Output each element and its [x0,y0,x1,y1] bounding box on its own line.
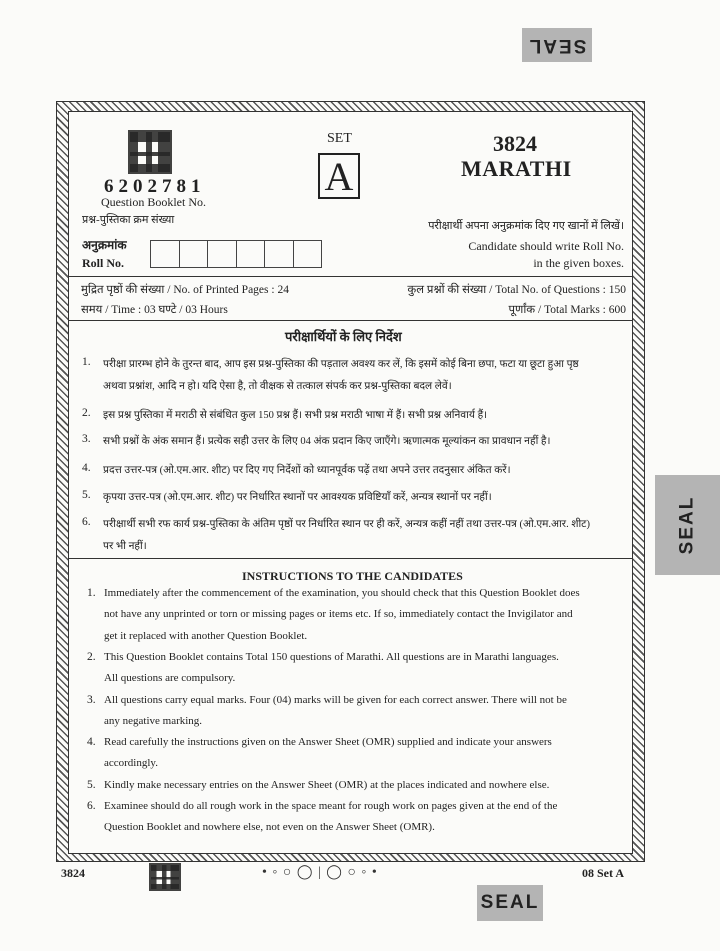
paper-code: 3824 [493,131,537,156]
english-item-text: Read carefully the instructions given on the Answer Sheet (OMR) supplied and indicate your answers [104,736,552,749]
subject-title: MARATHI [461,156,572,181]
divider [69,558,632,559]
booklet-number-label: Question Booklet No. [101,195,206,209]
hindi-item-text: परीक्षार्थी सभी रफ कार्य प्रश्न-पुस्तिका के अंतिम पृष्ठों पर निर्धारित स्थान पर ही करें, अन्यत्र कहीं नहीं तथा उत्तर-पत्र (ओ.एम.आर. शीट) [103,519,590,530]
roll-instruction-line1: Candidate should write Roll No. [468,239,624,253]
roll-box[interactable] [179,240,209,268]
set-value-box [318,153,360,199]
time-allowed: समय / Time : 03 घण्टे / 03 Hours [81,304,228,316]
roll-label-hindi: अनुक्रमांक [82,238,127,252]
english-item-text: Immediately after the commencement of the examination, you should check that this Question Booklet does [104,587,580,599]
english-item-text: Question Booklet and nowhere else, not even on the Answer Sheet (OMR). [104,821,435,834]
roll-label: Roll No. [82,256,124,270]
roll-box[interactable] [293,240,323,268]
hindi-item-text: सभी प्रश्नों के अंक समान हैं। प्रत्येक सही उत्तर के लिए 04 अंक प्रदान किए जाएँगे। ऋणात्मक मूल्यांकन का प्रावधान नहीं है। [103,436,551,447]
divider [69,320,632,321]
footer-set: 08 Set A [582,866,624,880]
hindi-item-number: 4. [82,462,91,474]
hindi-item-text: अथवा प्रश्नांश, आदि न हो। यदि ऐसा है, तो वीक्षक से तत्काल संपर्क कर प्रश्न-पुस्तिका बदल लेवें। [103,381,452,392]
divider [69,276,632,277]
roll-instruction-line2: in the given boxes. [533,256,624,270]
seal-label-right-text: SEAL [676,495,698,555]
roll-box[interactable] [264,240,294,268]
roll-box[interactable] [150,240,180,268]
english-item-text: Examinee should do all rough work in the space meant for rough work on pages given at the end of the [104,800,558,812]
english-item-text: Kindly make necessary entries on the Answer Sheet (OMR) at the places indicated and nowhere else. [104,778,550,791]
qr-code-icon [128,130,172,174]
seal-label-top: SEAL [522,28,592,62]
booklet-number: 6202781 [104,176,206,197]
hindi-item-text: परीक्षा प्रारम्भ होने के तुरन्त बाद, आप इस प्रश्न-पुस्तिका की पड़ताल अवश्य कर लें, कि इसमें कोई बिना छपा, फटा या छूटा हुआ पृष्ठ [103,359,579,370]
english-item-text: accordingly. [104,757,158,770]
hindi-item-number: 1. [82,356,91,368]
hindi-item-number: 3. [82,433,91,445]
hindi-item-number: 2. [82,407,91,419]
seal-label-right [655,475,720,575]
hindi-item-text: इस प्रश्न पुस्तिका में मराठी से संबंधित कुल 150 प्रश्न हैं। सभी प्रश्न मराठी भाषा में हैं। सभी प्रश्न अनिवार्य हैं। [103,410,488,421]
barcode-icon [149,863,181,891]
hindi-item-text: प्रदत्त उत्तर-पत्र (ओ.एम.आर. शीट) पर दिए गए निर्देशों को ध्यानपूर्वक पढ़ें तथा अपने उत्तर तदनुसार अंकित करें। [103,465,511,476]
english-item-number: 2. [87,650,96,663]
hindi-item-text: कृपया उत्तर-पत्र (ओ.एम.आर. शीट) पर निर्धारित स्थानों पर आवश्यक प्रविष्टियाँ करें, अन्यत्र स्थानों पर नहीं। [103,492,492,503]
roll-box[interactable] [236,240,266,268]
roll-number-boxes [150,240,321,268]
set-value: A [324,153,354,199]
english-instructions-title: INSTRUCTIONS TO THE CANDIDATES [242,569,463,583]
registration-marks: • ◦ ○ ◯ | ◯ ○ ◦ • [262,865,378,880]
total-questions: कुल प्रश्नों की संख्या / Total No. of Questions : 150 [407,284,626,296]
hindi-instructions-title: परीक्षार्थियों के लिए निर्देश [285,329,402,344]
english-item-text: get it replaced with another Question Booklet. [104,629,308,642]
english-item-number: 1. [87,587,96,599]
english-item-number: 3. [87,693,96,706]
hindi-item-number: 6. [82,516,91,528]
hindi-item-text: पर भी नहीं। [103,541,147,552]
total-marks: पूर्णांक / Total Marks : 600 [508,304,626,316]
english-item-text: any negative marking. [104,714,203,727]
english-item-number: 5. [87,778,96,791]
english-item-text: All questions carry equal marks. Four (04) marks will be given for each correct answer. There will not be [104,693,567,706]
hindi-item-number: 5. [82,489,91,501]
footer-code: 3824 [61,866,85,880]
english-item-text: This Question Booklet contains Total 150 questions of Marathi. All questions are in Marathi languages. [104,650,559,663]
english-item-text: All questions are compulsory. [104,672,236,685]
seal-label-bottom: SEAL [477,885,543,921]
roll-instruction-hindi: परीक्षार्थी अपना अनुक्रमांक दिए गए खानों में लिखें। [428,220,624,232]
set-label: SET [327,131,352,146]
english-item-number: 4. [87,736,96,749]
roll-box[interactable] [207,240,237,268]
english-item-text: not have any unprinted or torn or missing pages or items etc. If so, immediately contact the Invigilator and [104,608,573,621]
printed-pages: मुद्रित पृष्ठों की संख्या / No. of Printed Pages : 24 [81,284,289,296]
english-item-number: 6. [87,800,96,812]
booklet-number-label-hindi: प्रश्न-पुस्तिका क्रम संख्या [82,214,175,226]
